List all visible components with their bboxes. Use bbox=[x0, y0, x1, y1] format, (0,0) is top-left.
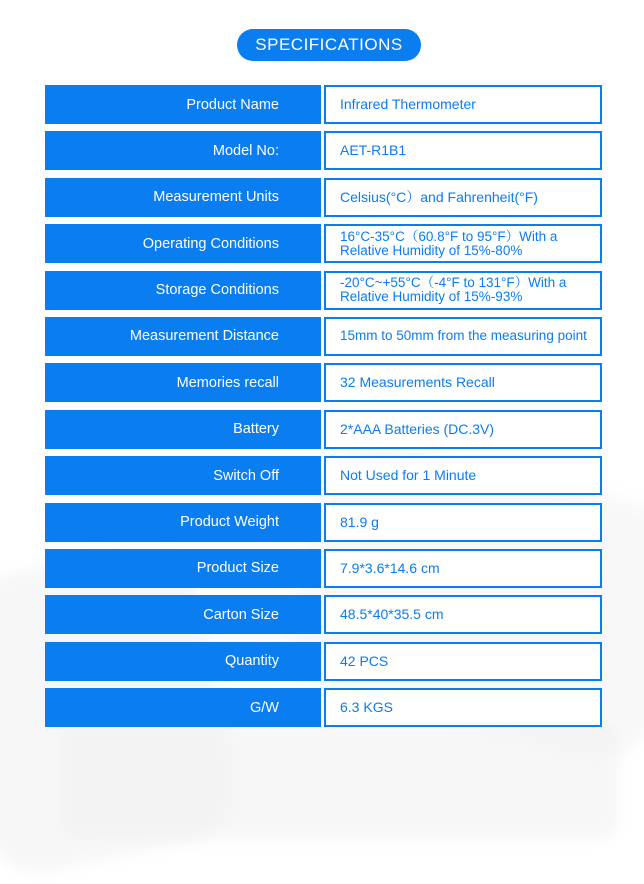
spec-value: 81.9 g bbox=[324, 503, 602, 542]
spec-value: 6.3 KGS bbox=[324, 688, 602, 727]
spec-row-switch-off bbox=[45, 456, 602, 495]
spec-row-measurement-units bbox=[45, 178, 602, 217]
spec-row-battery bbox=[45, 410, 602, 449]
background-photo-blur bbox=[60, 720, 620, 840]
specifications-table bbox=[45, 85, 602, 734]
spec-row-gross-weight bbox=[45, 688, 602, 727]
spec-label: Memories recall bbox=[45, 363, 321, 402]
spec-row-storage-conditions bbox=[45, 271, 602, 310]
page-title: SPECIFICATIONS bbox=[237, 29, 421, 61]
spec-label: Storage Conditions bbox=[45, 271, 321, 310]
spec-label: Product Name bbox=[45, 85, 321, 124]
spec-row-product-name bbox=[45, 85, 602, 124]
spec-value: -20°C~+55°C（-4°F to 131°F）With a Relative Humidity of 15%-93% bbox=[324, 271, 602, 310]
spec-label: Product Size bbox=[45, 549, 321, 588]
spec-value: Infrared Thermometer bbox=[324, 85, 602, 124]
spec-row-product-size bbox=[45, 549, 602, 588]
spec-label: Quantity bbox=[45, 642, 321, 681]
spec-value: 16°C-35°C（60.8°F to 95°F）With a Relative Humidity of 15%-80% bbox=[324, 224, 602, 263]
spec-row-product-weight bbox=[45, 503, 602, 542]
spec-label: Operating Conditions bbox=[45, 224, 321, 263]
spec-value: 32 Measurements Recall bbox=[324, 363, 602, 402]
spec-label: Switch Off bbox=[45, 456, 321, 495]
spec-value: 48.5*40*35.5 cm bbox=[324, 595, 602, 634]
spec-row-model-no bbox=[45, 131, 602, 170]
spec-row-quantity bbox=[45, 642, 602, 681]
spec-row-measurement-distance bbox=[45, 317, 602, 356]
spec-label: Measurement Units bbox=[45, 178, 321, 217]
spec-value: 7.9*3.6*14.6 cm bbox=[324, 549, 602, 588]
spec-label: Product Weight bbox=[45, 503, 321, 542]
spec-value: 42 PCS bbox=[324, 642, 602, 681]
spec-value: AET-R1B1 bbox=[324, 131, 602, 170]
spec-value: 15mm to 50mm from the measuring point bbox=[324, 317, 602, 356]
spec-label: G/W bbox=[45, 688, 321, 727]
spec-label: Model No: bbox=[45, 131, 321, 170]
spec-label: Carton Size bbox=[45, 595, 321, 634]
spec-row-operating-conditions bbox=[45, 224, 602, 263]
spec-value: Celsius(°C）and Fahrenheit(°F) bbox=[324, 178, 602, 217]
spec-value: 2*AAA Batteries (DC.3V) bbox=[324, 410, 602, 449]
spec-row-memories-recall bbox=[45, 363, 602, 402]
spec-row-carton-size bbox=[45, 595, 602, 634]
spec-label: Measurement Distance bbox=[45, 317, 321, 356]
spec-value: Not Used for 1 Minute bbox=[324, 456, 602, 495]
spec-label: Battery bbox=[45, 410, 321, 449]
